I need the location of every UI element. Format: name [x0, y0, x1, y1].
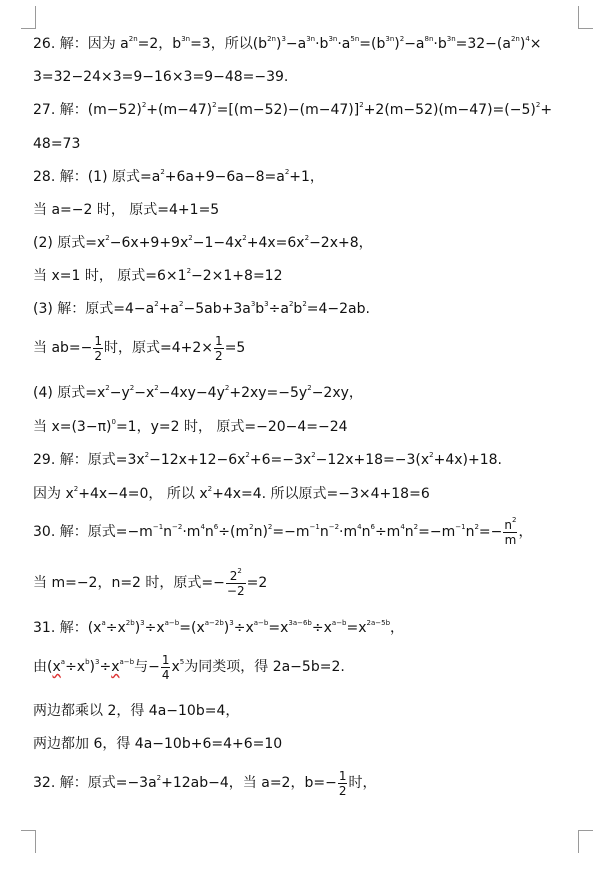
math-text: =1，y=2 时， 原式=−20−4=−24 — [115, 419, 348, 435]
fraction — [503, 515, 517, 547]
exponent: 2 — [237, 566, 242, 575]
math-text: 27. 解：(m−52) — [33, 102, 142, 118]
math-text: 30. 解：原式=−m — [33, 524, 153, 540]
math-text: ÷x — [105, 620, 126, 636]
exponent: −1 — [152, 523, 164, 531]
math-text: 当 ab=− — [33, 340, 93, 356]
exponent: 4 — [525, 35, 530, 43]
math-text: b — [255, 301, 265, 317]
exponent: 2 — [302, 300, 307, 308]
math-text: =32−(a — [455, 36, 511, 52]
exponent: 2 — [141, 101, 147, 109]
math-text: 当 x=1 时， 原式=6×1 — [33, 268, 187, 284]
solution-27-line-1 — [33, 101, 552, 119]
math-text: =(b — [359, 36, 386, 52]
math-text: 48=73 — [33, 136, 81, 152]
exponent: 5n — [350, 35, 360, 43]
math-text: −2x+8， — [309, 235, 373, 251]
solution-26-line-1 — [33, 35, 542, 53]
math-text: ) — [134, 620, 141, 636]
exponent: 2 — [399, 35, 405, 43]
math-text: 两边都乘以 2，得 4a−10b=4， — [33, 703, 240, 719]
math-text: ) — [394, 36, 400, 52]
solution-28-line-6 — [33, 331, 245, 365]
exponent: 2n — [128, 35, 138, 43]
exponent: 2b — [125, 619, 135, 627]
solution-28-line-2 — [33, 201, 219, 219]
solution-31-line-4 — [33, 735, 282, 753]
exponent: 3n — [385, 35, 395, 43]
crop-mark-bottom-right — [578, 830, 593, 853]
math-text: n — [465, 524, 475, 540]
math-text: +2(m−52)(m−47)=(−5) — [363, 102, 536, 118]
math-text: x — [52, 659, 61, 675]
math-text: ·b — [433, 36, 447, 52]
math-text: 1 — [94, 333, 103, 348]
math-text: ·m — [339, 524, 358, 540]
math-text: =x — [346, 620, 367, 636]
solution-28-line-8 — [33, 418, 348, 436]
crop-mark-top-right — [578, 6, 593, 29]
solution-29-line-1 — [33, 451, 502, 469]
math-text: −a — [285, 36, 307, 52]
solution-28-line-5 — [33, 300, 370, 318]
math-text: n — [361, 524, 371, 540]
exponent: a−b — [253, 619, 269, 627]
math-text: n — [163, 524, 173, 540]
math-text: +a — [158, 301, 180, 317]
math-text: × — [529, 36, 542, 52]
math-text: 1 — [338, 768, 347, 783]
exponent: 3a−6b — [288, 619, 312, 627]
solution-31-line-3 — [33, 702, 239, 720]
exponent: a−b — [331, 619, 347, 627]
math-text: 两边都加 6，得 4a−10b+6=4+6=10 — [33, 736, 283, 752]
exponent: 3 — [264, 300, 269, 308]
math-text: ) — [519, 36, 526, 52]
exponent: 6 — [370, 523, 375, 531]
math-text: 2 — [229, 568, 238, 583]
fraction — [93, 334, 103, 363]
math-text: +4x=4. 所以原式=−3×4+18=6 — [212, 486, 430, 502]
math-text: b — [293, 301, 303, 317]
exponent: a−2b — [204, 619, 224, 627]
exponent: 3 — [281, 35, 286, 43]
math-text: +1， — [289, 169, 324, 185]
exponent: b — [85, 658, 90, 666]
math-text: −6x+9+9x — [109, 235, 189, 251]
exponent: 4 — [200, 523, 205, 531]
math-text: =− — [478, 524, 503, 540]
math-text: 3=32−24×3=9−16×3=9−48=−39. — [33, 69, 289, 85]
solution-30-line-1 — [33, 515, 532, 549]
math-text: 当 a=−2 时， 原式=4+1=5 — [33, 202, 220, 218]
solution-32-line-1 — [33, 766, 376, 800]
solution-29-line-2 — [33, 485, 430, 503]
exponent: 2 — [304, 234, 310, 242]
solution-28-line-3 — [33, 234, 373, 252]
math-text: n) — [253, 524, 268, 540]
exponent: 3n — [328, 35, 338, 43]
solution-28-line-1 — [33, 168, 324, 186]
fraction — [161, 653, 171, 682]
math-text: 31. 解：(x — [33, 620, 102, 636]
exponent: −2 — [172, 523, 183, 531]
exponent: 3n — [306, 35, 316, 43]
math-text: 当 x=(3−π) — [33, 419, 112, 435]
math-text: n — [504, 517, 512, 532]
math-text: ·b — [315, 36, 329, 52]
solution-27-line-2 — [33, 135, 80, 153]
fraction — [338, 769, 348, 798]
math-text: ÷x — [233, 620, 254, 636]
exponent: 2 — [129, 384, 135, 392]
math-text: 1 — [161, 652, 170, 667]
fraction — [214, 334, 224, 363]
exponent: 2n — [267, 35, 276, 43]
exponent: 3 — [229, 619, 234, 627]
math-text: 因为 x — [33, 486, 74, 502]
exponent: 2 — [535, 101, 541, 109]
math-text: (3) 解：原式=4−a — [33, 301, 155, 317]
math-text: 26. 解：因为 — [33, 36, 116, 52]
exponent: 3n — [446, 35, 456, 43]
math-text: ， — [518, 524, 533, 540]
math-text: +2xy=−5y — [229, 385, 308, 401]
exponent: 2 — [144, 451, 150, 459]
math-text: −x — [134, 385, 155, 401]
exponent: a — [101, 619, 106, 627]
math-text: −2xy， — [311, 385, 363, 401]
math-text: ÷x — [144, 620, 165, 636]
exponent: 4 — [357, 523, 362, 531]
math-text: 由( — [33, 659, 53, 675]
math-text: +4x)+18. — [433, 452, 503, 468]
math-text: n — [319, 524, 329, 540]
math-text: 28. 解：(1) 原式=a — [33, 169, 161, 185]
exponent: 2 — [154, 384, 159, 392]
exponent: a−b — [164, 619, 180, 627]
math-text: −a — [404, 36, 425, 52]
math-text: −12x+12−6x — [149, 452, 246, 468]
exponent: 2 — [188, 234, 193, 242]
math-text: +4x−4=0， 所以 x — [78, 486, 208, 502]
exponent: a — [60, 658, 66, 666]
solution-31-line-2 — [33, 650, 345, 684]
math-text: +6=−3x — [249, 452, 312, 468]
math-text: +4x=6x — [246, 235, 305, 251]
math-text: +6a+9−6a−8=a — [164, 169, 285, 185]
exponent: 2 — [307, 384, 312, 392]
math-text: =x — [268, 620, 289, 636]
math-text: =2 — [246, 575, 268, 591]
math-text: ·a — [337, 36, 351, 52]
math-text: =[(m−52)−(m−47)] — [216, 102, 360, 118]
exponent: −1 — [455, 523, 466, 531]
math-text: 1 — [215, 333, 223, 348]
math-text: ·m — [182, 524, 201, 540]
exponent: 2a−5b — [366, 619, 391, 627]
math-text: −12x+18=−3(x — [315, 452, 430, 468]
exponent: 2 — [73, 485, 79, 493]
math-text: −2 — [226, 583, 245, 598]
exponent: −1 — [309, 523, 320, 531]
math-text: ÷a — [268, 301, 289, 317]
math-text: 32. 解：原式=−3a — [33, 775, 157, 791]
math-text: =5 — [224, 340, 246, 356]
exponent: 6 — [213, 523, 219, 531]
math-text: + — [540, 102, 553, 118]
exponent: 2 — [413, 523, 419, 531]
exponent: 2 — [186, 267, 192, 275]
exponent: −2 — [328, 523, 340, 531]
math-text: 当 m=−2，n=2 时，原式=− — [33, 575, 225, 591]
exponent: 2 — [284, 168, 290, 176]
exponent: 4 — [400, 523, 405, 531]
solution-30-line-2 — [33, 566, 267, 600]
math-text: ÷ — [99, 659, 112, 675]
math-text: (2) 原式=x — [33, 235, 106, 251]
crop-mark-top-left — [21, 6, 36, 29]
math-text: 4 — [161, 667, 170, 682]
exponent: 2 — [105, 234, 110, 242]
crop-mark-bottom-left — [21, 830, 36, 853]
math-text: 时，原式=4+2× — [104, 340, 214, 356]
math-text: x — [171, 659, 180, 675]
exponent: 3n — [181, 35, 191, 43]
math-text: ÷(m — [218, 524, 250, 540]
exponent: 2 — [249, 523, 254, 531]
exponent: 2 — [474, 523, 479, 531]
exponent: 5 — [179, 658, 185, 666]
exponent: 2 — [154, 300, 159, 308]
math-text: x — [111, 659, 120, 675]
exponent: 2 — [224, 384, 230, 392]
exponent: 2 — [207, 485, 213, 493]
math-text: =(x — [179, 620, 205, 636]
exponent: 3 — [140, 619, 145, 627]
math-text: 与− — [134, 659, 160, 675]
exponent: 2 — [288, 300, 294, 308]
exponent: 2 — [267, 523, 273, 531]
math-text: −y — [109, 385, 130, 401]
exponent: 2 — [160, 168, 165, 176]
math-text: 2 — [94, 348, 103, 363]
solution-28-line-7 — [33, 384, 363, 402]
math-text: 2 — [338, 783, 347, 798]
math-text: +12ab−4，当 a=2，b=− — [161, 775, 337, 791]
math-text: (4) 原式=x — [33, 385, 106, 401]
exponent: a−b — [119, 658, 135, 666]
fraction — [226, 566, 246, 598]
math-text: ÷x — [311, 620, 332, 636]
solution-26-line-2 — [33, 68, 288, 86]
math-text: 29. 解：原式=3x — [33, 452, 145, 468]
math-text: ) — [89, 659, 95, 675]
exponent: 2 — [212, 101, 217, 109]
solution-28-line-4 — [33, 267, 283, 285]
math-text: ) — [275, 36, 282, 52]
math-text: n — [204, 524, 214, 540]
exponent: 2 — [105, 384, 110, 392]
math-text: =−m — [272, 524, 310, 540]
math-text: 2 — [215, 348, 223, 363]
exponent: 3 — [250, 300, 256, 308]
math-text: −2×1+8=12 — [191, 268, 283, 284]
math-text: −1−4x — [192, 235, 243, 251]
math-text: =4−2ab. — [306, 301, 370, 317]
math-text: −5ab+3a — [183, 301, 251, 317]
math-text: ) — [223, 620, 230, 636]
math-text: =−m — [418, 524, 456, 540]
math-text: m — [504, 532, 517, 547]
math-text: ÷x — [65, 659, 86, 675]
exponent: 2 — [429, 451, 434, 459]
math-text: +(m−47) — [146, 102, 213, 118]
exponent: 2 — [245, 451, 250, 459]
math-text: ÷m — [374, 524, 401, 540]
solution-31-line-1 — [33, 619, 404, 637]
math-text: =2，b — [137, 36, 182, 52]
exponent: 2 — [311, 451, 316, 459]
exponent: 8n — [424, 35, 434, 43]
math-text: 为同类项，得 2a−5b=2. — [184, 659, 345, 675]
math-text: ， — [390, 620, 405, 636]
math-text: 时， — [348, 775, 377, 791]
math-text: −4xy−4y — [158, 385, 225, 401]
exponent: 2 — [156, 774, 162, 782]
math-text: n — [404, 524, 414, 540]
exponent: 2 — [242, 234, 247, 242]
exponent: 2 — [511, 515, 517, 524]
exponent: 0 — [111, 418, 116, 426]
exponent: 2 — [359, 101, 364, 109]
math-text: a — [120, 36, 129, 52]
exponent: 2n — [510, 35, 520, 43]
exponent: 2 — [179, 300, 184, 308]
math-text: =3，所以(b — [190, 36, 268, 52]
exponent: 3 — [95, 658, 100, 666]
